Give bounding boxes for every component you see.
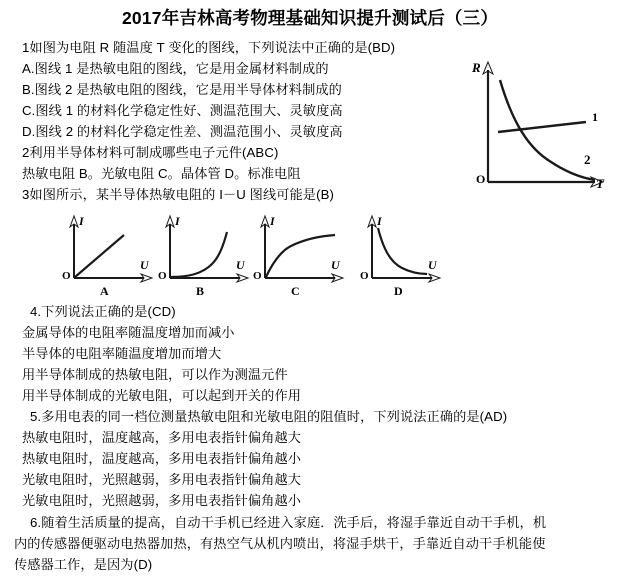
question-4-option-a: 金属导体的电阻率随温度增加而减小 bbox=[22, 325, 235, 340]
question-2-stem: 2利用半导体材料可制成哪些电子元件(ABC) bbox=[22, 145, 279, 160]
iu-c-y-axis-label: I bbox=[270, 214, 275, 228]
iu-c-letter: C bbox=[291, 284, 300, 298]
iu-b-letter: B bbox=[196, 284, 205, 298]
iu-a-x-axis-label: U bbox=[140, 258, 149, 272]
figure-iu-option-c bbox=[243, 210, 355, 300]
question-2-options: 热敏电阻 B。光敏电阻 C。晶体管 D。标准电阻 bbox=[22, 166, 301, 181]
iu-c-origin-label: O bbox=[253, 270, 262, 282]
iu-b-y-axis-label: I bbox=[175, 214, 180, 228]
question-5-option-b: 热敏电阻时，温度越高，多用电表指针偏角越小 bbox=[22, 451, 302, 466]
figure-resistance-temperature bbox=[452, 52, 610, 192]
question-4-stem: 4.下列说法正确的是(CD) bbox=[30, 304, 176, 319]
page-title: 2017年吉林高考物理基础知识提升测试后（三） bbox=[121, 8, 499, 28]
question-4-option-b: 半导体的电阻率随温度增加而增大 bbox=[22, 346, 222, 361]
question-3-stem: 3如图所示，某半导体热敏电阻的 I－U 图线可能是(B) bbox=[22, 187, 334, 202]
question-1-option-c: C.图线 1 的材料化学稳定性好、测温范围大、灵敏度高 bbox=[22, 103, 343, 118]
question-6-line-1: 6.随着生活质量的提高，自动干手机已经进入家庭．洗手后，将湿手靠近自动干手机，机 bbox=[30, 515, 547, 530]
question-5-option-d: 光敏电阻时，光照越弱，多用电表指针偏角越小 bbox=[22, 493, 302, 508]
rt-y-axis-label: R bbox=[472, 60, 481, 75]
iu-c-x-axis-label: U bbox=[331, 258, 340, 272]
iu-a-origin-label: O bbox=[62, 270, 71, 282]
rt-curve-1-label: 1 bbox=[592, 110, 598, 124]
question-1-option-a: A.图线 1 是热敏电阻的图线，它是用金属材料制成的 bbox=[22, 61, 329, 76]
iu-d-letter: D bbox=[394, 284, 403, 298]
question-1-option-d: D.图线 2 的材料化学稳定性差、测温范围小、灵敏度高 bbox=[22, 124, 343, 139]
iu-d-origin-label: O bbox=[360, 270, 369, 282]
question-1-option-b: B.图线 2 是热敏电阻的图线，它是用半导体材料制成的 bbox=[22, 82, 342, 97]
question-5-option-c: 光敏电阻时，光照越弱，多用电表指针偏角越大 bbox=[22, 472, 302, 487]
question-1-stem: 1如图为电阻 R 随温度 T 变化的图线，下列说法中正确的是(BD) bbox=[22, 40, 396, 55]
question-5-option-a: 热敏电阻时，温度越高，多用电表指针偏角越大 bbox=[22, 430, 302, 445]
iu-b-x-axis-label: U bbox=[236, 258, 245, 272]
question-6-line-2: 内的传感器便驱动电热器加热，有热空气从机内喷出，将湿手烘干，手靠近自动干手机能使 bbox=[14, 536, 546, 551]
rt-x-axis-label: T bbox=[596, 176, 604, 191]
rt-curve-2-label: 2 bbox=[584, 152, 591, 167]
question-4-option-d: 用半导体制成的光敏电阻，可以起到开关的作用 bbox=[22, 388, 302, 403]
iu-a-letter: A bbox=[100, 284, 109, 298]
question-5-stem: 5.多用电表的同一档位测量热敏电阻和光敏电阻的阻值时，下列说法正确的是(AD) bbox=[30, 409, 508, 424]
rt-origin-label: O bbox=[476, 172, 486, 186]
iu-a-y-axis-label: I bbox=[79, 214, 84, 228]
iu-b-origin-label: O bbox=[158, 270, 167, 282]
iu-d-y-axis-label: I bbox=[377, 214, 382, 228]
iu-d-x-axis-label: U bbox=[428, 258, 437, 272]
question-4-option-c: 用半导体制成的热敏电阻，可以作为测温元件 bbox=[22, 367, 288, 382]
figure-iu-option-d bbox=[350, 210, 462, 300]
question-6-line-3: 传感器工作，是因为(D) bbox=[14, 557, 153, 572]
